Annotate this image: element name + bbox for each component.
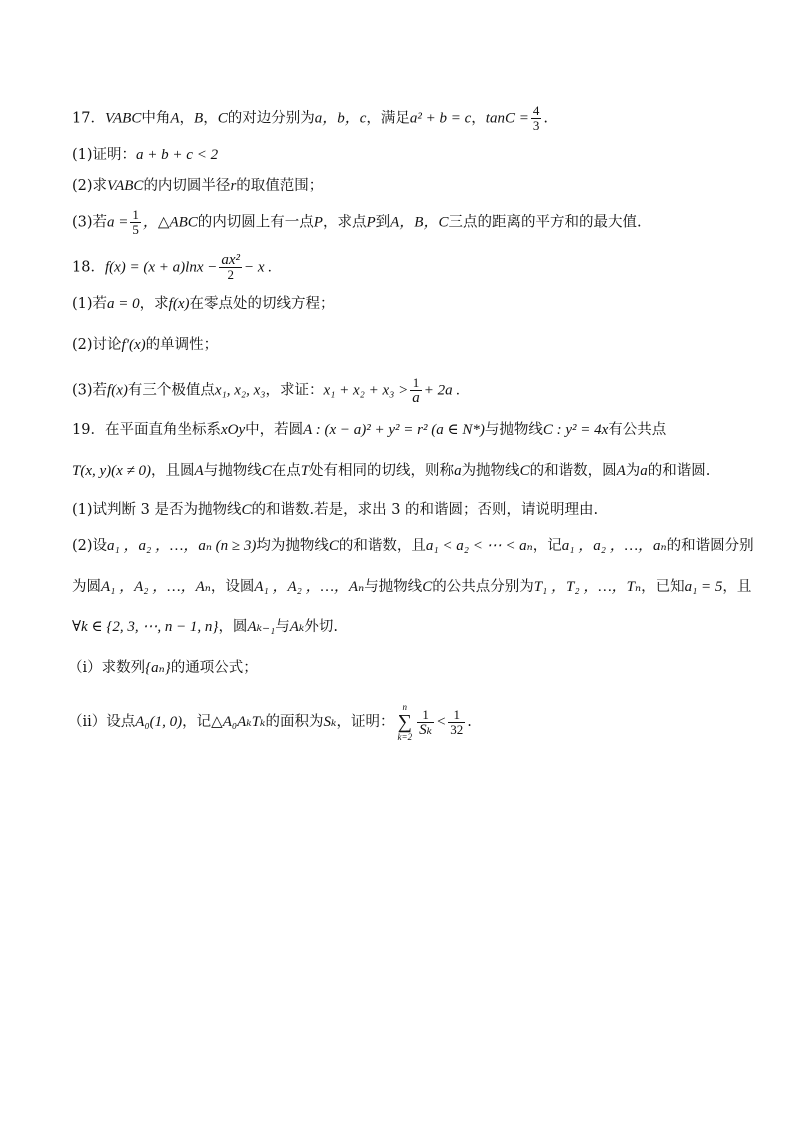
part-label: (2)求: [72, 178, 108, 194]
q19-circle: A : (x − a)² + y² = r² (a ∈ N*): [303, 422, 485, 438]
q18-fraction: [410, 376, 422, 405]
q18-function-tail: − x .: [244, 259, 273, 276]
q17-triangle: VABC: [104, 110, 142, 127]
q17-stem: [72, 104, 753, 133]
q19-point: T(x, y)(x ≠ 0): [72, 463, 152, 479]
q19-text: 中，若圆: [245, 422, 304, 438]
fraction-numerator: 1: [410, 376, 422, 391]
q19-xoy: xOy: [220, 422, 246, 438]
q19-sequence: a₁ ，a₂ ，…，aₙ (n ≥ 3): [107, 538, 257, 554]
part-label: (1)试判断 3 是否为抛物线: [72, 502, 242, 518]
q19-C: C: [519, 463, 530, 479]
q19-subpart-ii: [68, 702, 753, 742]
q17-tan: tanC =: [485, 110, 529, 127]
part-label: (3)若: [72, 214, 108, 231]
q19-inequality: a₁ < a₂ < ⋯ < aₙ: [425, 538, 533, 554]
q19-sum-fraction: [417, 708, 434, 737]
sum-lower-limit: k=2: [397, 732, 413, 742]
q19-text: 的公共点分别为: [432, 579, 534, 595]
q19-text: 的面积为: [265, 714, 324, 730]
q18-function: f(x) = (x + a)lnx −: [104, 259, 218, 276]
q18-part2: [72, 335, 753, 355]
fraction-numerator: 1: [417, 708, 434, 723]
q17-part1-math: a + b + c < 2: [136, 147, 219, 163]
q19-a1: a₁ = 5: [684, 579, 723, 595]
q18-f: f(x): [107, 382, 128, 399]
q19-part2: [72, 536, 753, 556]
q19-C: C: [328, 538, 339, 554]
q19-text: 19．在平面直角坐标系: [72, 422, 221, 438]
q18-f: f(x): [168, 296, 190, 312]
q19-a: a: [640, 463, 648, 479]
q17-part3: [72, 208, 753, 237]
fraction-numerator: 1: [448, 708, 465, 723]
q19-text: 为抛物线: [461, 463, 520, 479]
q18-part3: [72, 376, 753, 405]
part-label: (3)若: [72, 382, 108, 399]
q19-text: 的和谐数，且: [338, 538, 426, 554]
q19-text: ，记: [532, 538, 562, 554]
sum-upper-limit: n: [402, 702, 408, 712]
q19-sequence: {aₙ}: [145, 660, 171, 676]
q17-condition: a² + b = c: [409, 110, 472, 127]
q19-part2-tangent: [72, 617, 753, 637]
q19-text: 有公共点: [608, 422, 667, 438]
q19-text: ，已知: [641, 579, 685, 595]
q17-B: B: [194, 110, 204, 127]
q19-stem: [72, 420, 753, 440]
q18-extrema: x₁, x₂, x₃: [214, 382, 266, 399]
q17-number: 17．: [72, 110, 105, 127]
q19-a: a: [454, 463, 462, 479]
q18-text: ，求: [139, 296, 169, 312]
q19-text: 与抛物线: [484, 422, 543, 438]
q18-text: ，求证：: [265, 382, 324, 399]
q17-text: 的对边分别为: [227, 110, 315, 127]
q18-fprime: f′(x): [121, 337, 146, 353]
q17-text: 的取值范围；: [236, 178, 324, 194]
q17-tan-fraction: [531, 104, 542, 133]
q19-C: C: [422, 579, 433, 595]
summation-symbol: [398, 702, 413, 742]
q18-text: 的单调性；: [145, 337, 219, 353]
q17-part2: [72, 176, 753, 196]
q18-inequality-lhs: x₁ + x₂ + x₃ >: [323, 382, 409, 399]
q17-sep: ，: [179, 110, 195, 127]
fraction-numerator: 1: [132, 207, 139, 222]
q18-text: 有三个极值点: [127, 382, 215, 399]
q17-sep: ，: [471, 110, 486, 127]
q17-text: 中角: [141, 110, 171, 127]
q19-rhs-fraction: [448, 708, 465, 737]
q19-end: .: [467, 714, 472, 730]
q17-a: a =: [107, 214, 129, 231]
q19-C: C: [241, 502, 252, 518]
q19-text: 在点: [271, 463, 301, 479]
q19-text: 与: [275, 619, 290, 635]
q17-end: .: [543, 110, 548, 127]
q17-text: 三点的距离的平方和的最大值.: [448, 214, 642, 231]
fraction-denominator: 3: [532, 118, 540, 133]
q17-a-fraction: [130, 208, 141, 237]
q19-T: T: [300, 463, 310, 479]
q17-triangle: VABC: [107, 178, 144, 194]
q19-text: 处有相同的切线，则称: [309, 463, 455, 479]
q19-text: ，设圆: [210, 579, 255, 595]
q17-part1: [72, 145, 753, 165]
q19-subpart-i: [68, 658, 753, 678]
q18-fraction: [219, 253, 242, 282]
q17-sides: a，b，c: [314, 110, 367, 127]
part-label: （i）求数列: [68, 660, 146, 676]
q19-text: 为圆: [72, 579, 101, 595]
q19-C: C: [261, 463, 272, 479]
sigma-icon: ∑: [397, 711, 412, 733]
q17-C: C: [217, 110, 228, 127]
fraction-denominator: 5: [132, 222, 139, 237]
q17-text: 的内切圆上有一点: [197, 214, 314, 231]
fraction-denominator: 32: [450, 721, 464, 737]
q19-point: A₀(1, 0): [135, 714, 183, 730]
q18-text: 在零点处的切线方程；: [189, 296, 335, 312]
q19-text: ，且: [722, 579, 752, 595]
q19-triangle: △A₀AₖTₖ: [211, 714, 266, 730]
part-label: （ii）设点: [68, 714, 136, 730]
q17-A: A: [170, 110, 180, 127]
q19-text: 的和谐数.若是，求出 3 的和谐圆；否则，请说明理由.: [251, 502, 599, 518]
q17-triangle: ，△ABC: [142, 214, 198, 231]
q19-circle-k: Aₖ: [289, 619, 305, 635]
q19-text: 的和谐圆分别: [666, 538, 754, 554]
q17-text: ，满足: [366, 110, 410, 127]
fraction-denominator: 2: [227, 267, 234, 282]
q18-condition: a = 0: [107, 296, 140, 312]
q19-text: 与抛物线: [364, 579, 423, 595]
q19-parabola: C : y² = 4x: [542, 422, 609, 438]
q19-circle-prev: Aₖ₋₁: [247, 619, 276, 635]
fraction-numerator: 4: [532, 103, 540, 118]
q18-part1: [72, 294, 753, 314]
fraction-denominator: Sₖ: [419, 721, 433, 738]
fraction-numerator: ax²: [221, 252, 241, 268]
q19-circles: A₁ ，A₂ ，…，Aₙ: [254, 579, 365, 595]
q19-text: 外切.: [304, 619, 338, 635]
q19-part1: [72, 500, 753, 520]
q18-number: 18．: [72, 259, 105, 276]
q19-text: 与抛物线: [203, 463, 262, 479]
q19-text: 的和谐数，圆: [529, 463, 617, 479]
q19-sequence: a₁ ，a₂ ，…，aₙ: [561, 538, 667, 554]
q19-text: 的通项公式；: [170, 660, 258, 676]
part-label: (2)设: [72, 538, 108, 554]
part-label: (2)讨论: [72, 337, 122, 353]
q18-inequality-rhs: + 2a .: [423, 382, 461, 399]
q19-part2-circles: [72, 577, 753, 597]
q17-text: 的内切圆半径: [143, 178, 231, 194]
q19-circles: A₁ ，A₂ ，…，Aₙ: [101, 579, 211, 595]
q17-text: ，求点: [322, 214, 367, 231]
q17-points: A，B，C: [390, 214, 449, 231]
part-label: (1)证明：: [72, 147, 137, 163]
q19-text: ，记: [182, 714, 212, 730]
q19-points: T₁ ，T₂ ，…，Tₙ: [533, 579, 642, 595]
q19-area: Sₖ: [323, 714, 337, 730]
q19-text: 的和谐圆.: [647, 463, 711, 479]
q19-text: 为: [625, 463, 641, 479]
q19-definition: [72, 461, 753, 481]
q17-sep: ，: [203, 110, 218, 127]
part-label: (1)若: [72, 296, 108, 312]
fraction-denominator: a: [412, 390, 420, 406]
q17-r: r: [230, 178, 237, 194]
q17-P: P: [366, 214, 376, 231]
q17-P: P: [313, 214, 323, 231]
q19-text: ，证明：: [336, 714, 395, 730]
q19-A: A: [616, 463, 626, 479]
q18-stem: [72, 253, 753, 282]
q19-text: ，圆: [218, 619, 248, 635]
q19-quantifier: ∀k ∈ {2, 3, ⋯, n − 1, n}: [72, 619, 219, 635]
q19-text: 均为抛物线: [256, 538, 329, 554]
q19-text: ，且圆: [151, 463, 195, 479]
q19-less-than: <: [436, 714, 447, 730]
q17-text: 到: [375, 214, 391, 231]
q19-A: A: [194, 463, 204, 479]
